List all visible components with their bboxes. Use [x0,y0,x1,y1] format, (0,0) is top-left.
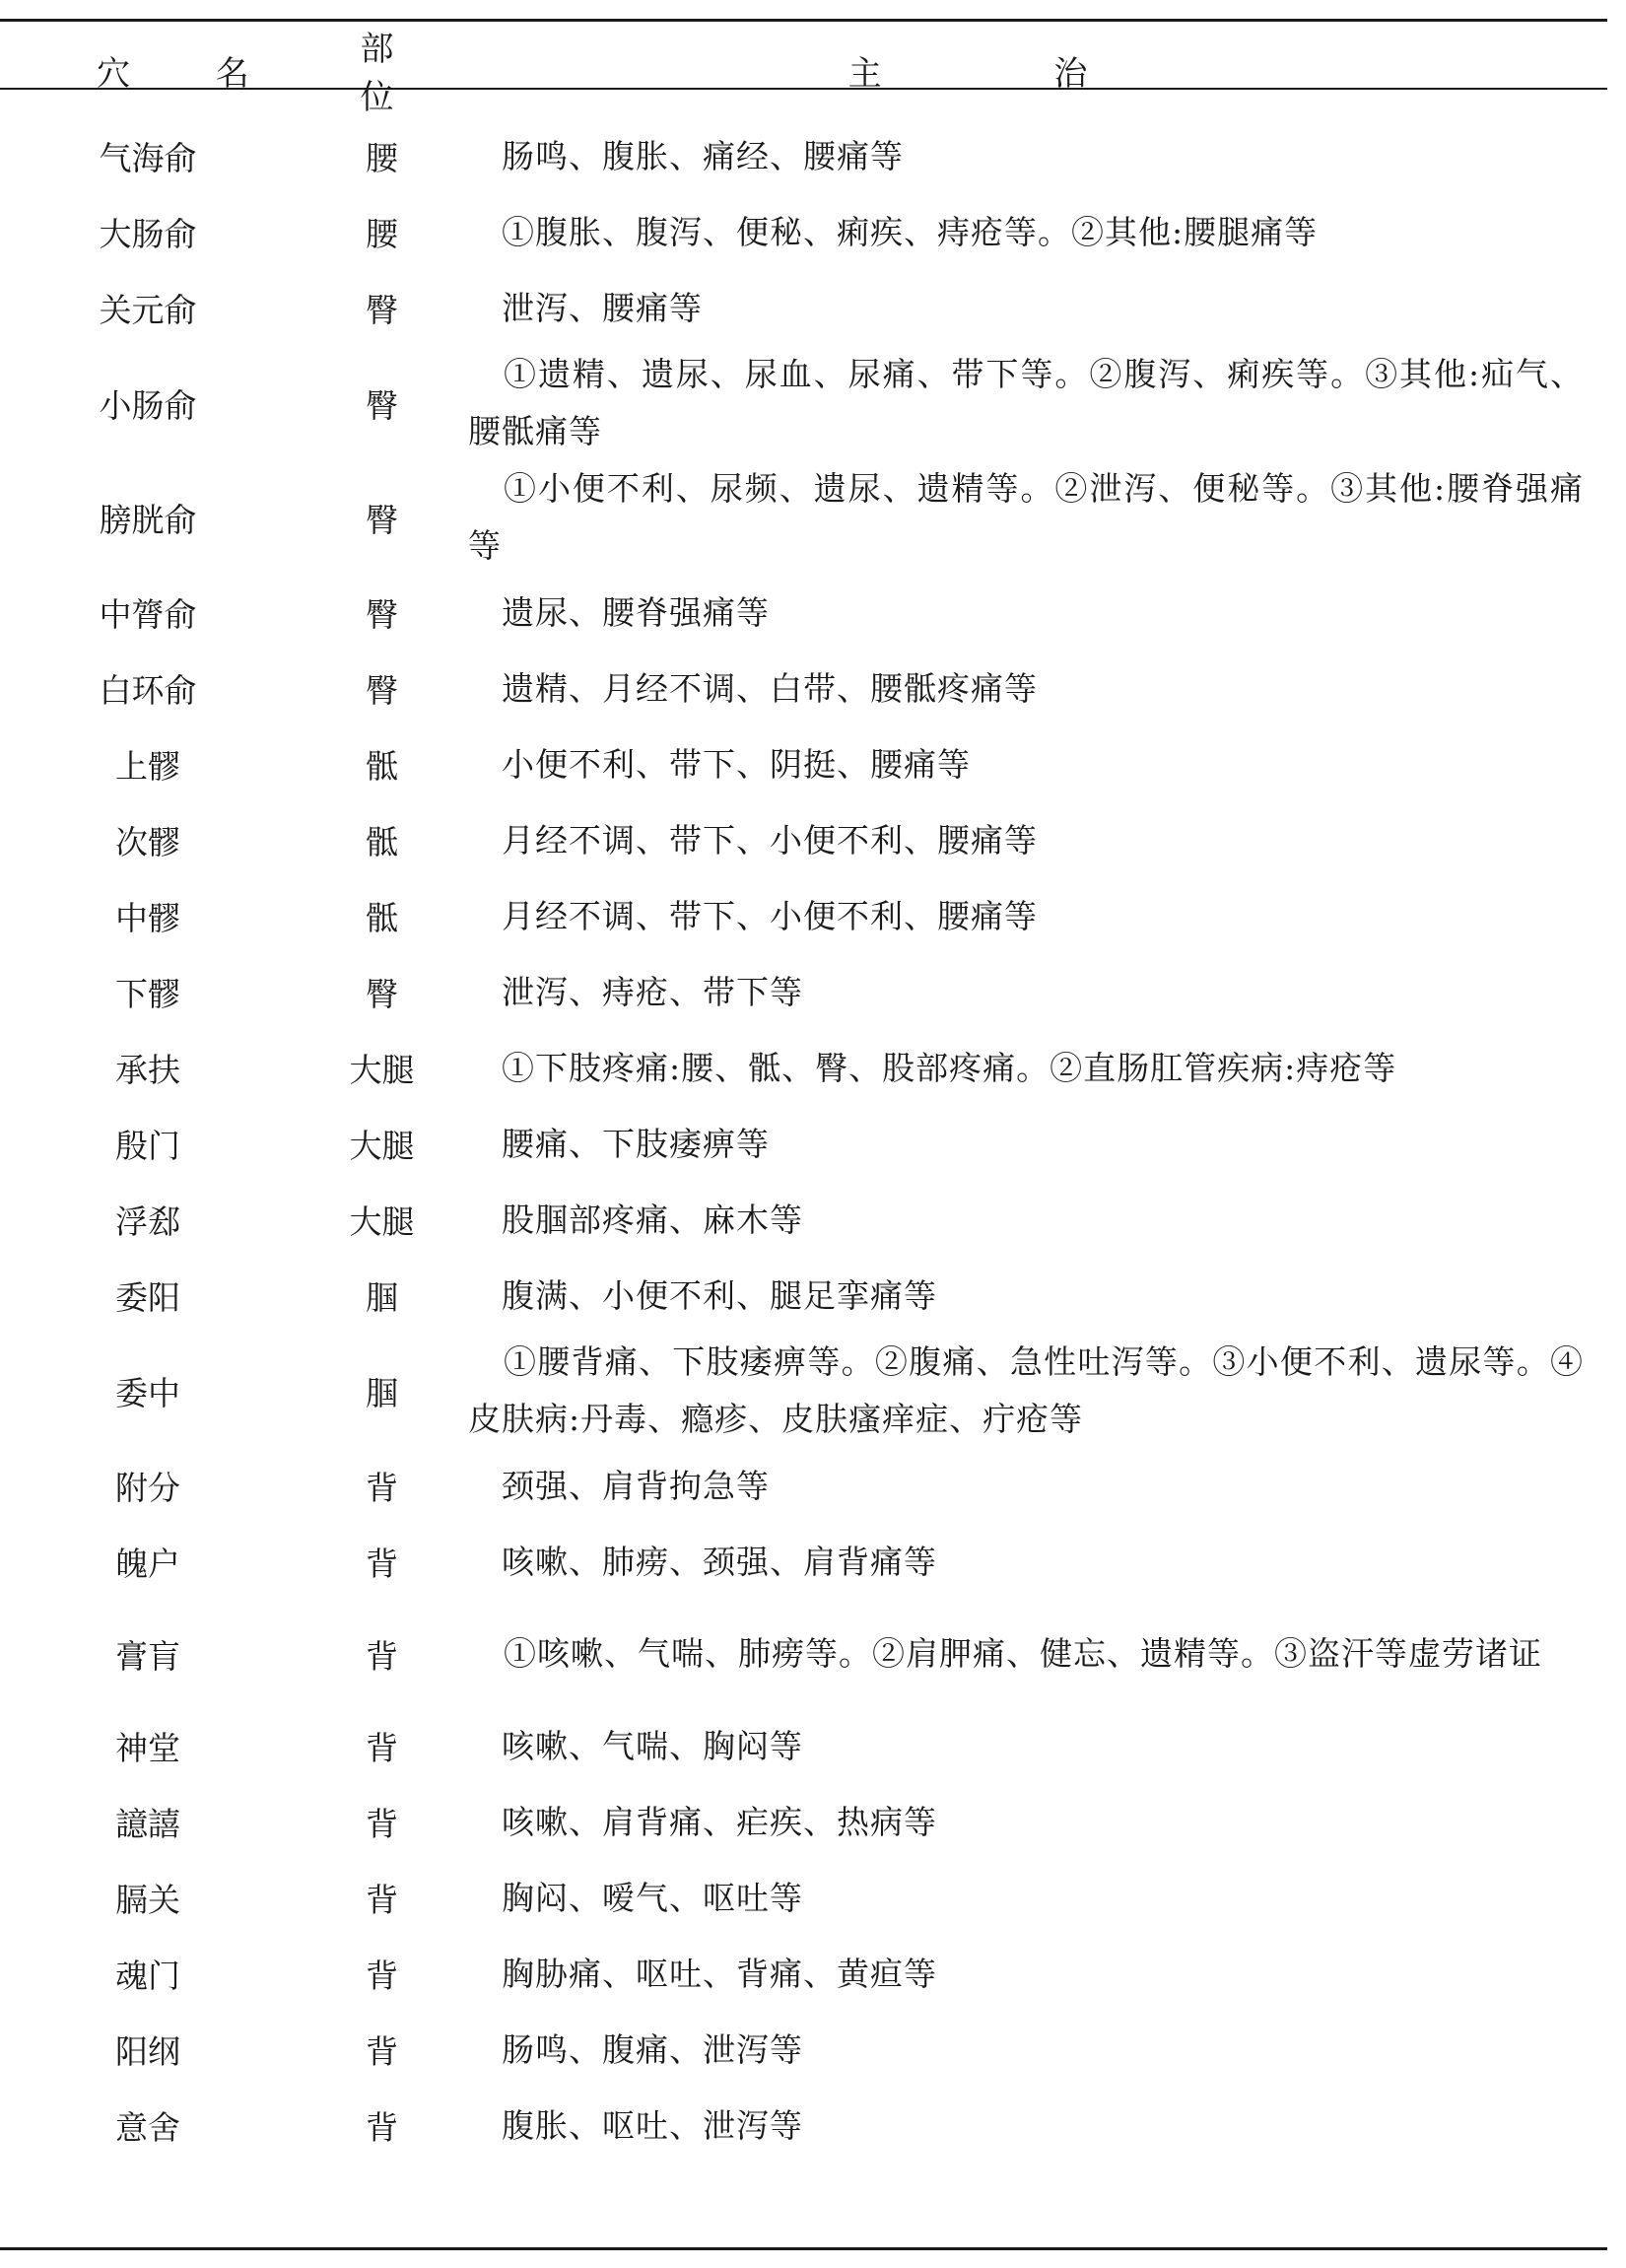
acupoint-treatment [468,575,1607,651]
table-row [0,575,1607,651]
acupoint-location: 臀 [366,500,398,539]
treatment-text: ①遗精、遗尿、尿血、尿痛、带下等。②腹泻、痢疾等。③其他:疝气、腰骶痛等 [468,355,1584,450]
acupoint-name: 委中 [115,1373,180,1412]
treatment-text: ①下肢疼痛:腰、骶、臀、股部疼痛。②直肠肛管疾病:痔疮等 [502,1048,1397,1087]
acupoint-treatment [468,118,1607,194]
acupoint-name: 中髎 [115,899,180,937]
treatment-text: 月经不调、带下、小便不利、腰痛等 [502,896,1038,935]
acupoint-location: 大腿 [349,1203,415,1241]
acupoint-name: 浮郄 [115,1203,180,1241]
table-row [0,118,1607,194]
acupoint-treatment [468,1030,1607,1106]
treatment-text: 颈强、肩背拘急等 [502,1466,770,1505]
header-location [296,22,468,118]
acupoint-treatment [468,651,1607,726]
acupoint-location: 背 [366,2108,398,2147]
acupoint-location: 臀 [366,291,398,329]
treatment-text: 泄泻、腰痛等 [502,288,703,327]
acupoint-treatment [468,1784,1607,1860]
header-treatment-label: 主 治 [847,53,1169,94]
header-acupoint-name [0,22,296,118]
acupoint-name: 膈关 [115,1881,180,1919]
acupoint-treatment [468,460,1607,575]
table-row [0,878,1607,954]
table-row [0,460,1607,575]
acupoint-table [0,22,1607,2164]
acupoint-location: 背 [366,1881,398,1919]
acupoint-location: 大腿 [349,1127,415,1165]
acupoint-treatment [468,270,1607,346]
treatment-text: 月经不调、带下、小便不利、腰痛等 [502,820,1038,859]
acupoint-treatment [468,1258,1607,1334]
acupoint-name: 气海俞 [99,139,197,177]
header-acupoint-name-label: 穴 名 [97,53,287,94]
acupoint-location: 腘 [366,1373,398,1412]
table-row [0,346,1607,460]
table-row [0,1030,1607,1106]
treatment-text: 泄泻、痔疮、带下等 [502,972,803,1011]
acupoint-location: 腰 [366,215,398,253]
acupoint-location: 背 [366,1545,398,1583]
treatment-text: 腹满、小便不利、腿足挛痛等 [502,1275,937,1315]
treatment-text: 腹胀、呕吐、泄泻等 [502,2105,803,2145]
acupoint-treatment [468,2088,1607,2164]
table-row [0,2088,1607,2164]
acupoint-treatment [468,194,1607,270]
acupoint-location: 背 [366,1805,398,1843]
acupoint-treatment [468,346,1607,460]
treatment-text: ①小便不利、尿频、遗尿、遗精等。②泄泻、便秘等。③其他:腰脊强痛等 [468,469,1584,565]
table-row [0,726,1607,802]
treatment-text: 胸胁痛、呕吐、背痛、黄疸等 [502,1954,937,1993]
table-row [0,1524,1607,1600]
acupoint-location: 背 [366,2032,398,2071]
acupoint-treatment [468,1106,1607,1182]
acupoint-location: 臀 [366,671,398,710]
acupoint-location: 骶 [366,899,398,937]
acupoint-treatment [468,878,1607,954]
table-row [0,1936,1607,2012]
table-row [0,1334,1607,1448]
acupoint-treatment [468,1860,1607,1936]
treatment-text: 肠鸣、腹痛、泄泻等 [502,2029,803,2069]
table-row [0,1258,1607,1334]
table-row [0,802,1607,878]
table-row [0,954,1607,1030]
treatment-text: 肠鸣、腹胀、痛经、腰痛等 [502,136,904,175]
treatment-text: 小便不利、带下、阴挺、腰痛等 [502,744,971,784]
treatment-text: 咳嗽、肺痨、颈强、肩背痛等 [502,1542,937,1581]
treatment-text: 咳嗽、肩背痛、疟疾、热病等 [502,1802,937,1841]
acupoint-name: 膀胱俞 [99,500,197,539]
acupoint-name: 魄户 [115,1545,180,1583]
acupoint-location: 腰 [366,139,398,177]
acupoint-location: 大腿 [349,1051,415,1089]
acupoint-treatment [468,1936,1607,2012]
table-row [0,194,1607,270]
treatment-text: 腰痛、下肢痿痹等 [502,1124,770,1163]
acupoint-location: 臀 [366,595,398,634]
treatment-text: ①腰背痛、下肢痿痹等。②腹痛、急性吐泻等。③小便不利、遗尿等。④皮肤病:丹毒、瘾疹、皮肤瘙痒症、疔疮等 [468,1342,1584,1438]
header-treatment [468,22,1607,118]
acupoint-name: 关元俞 [99,291,197,329]
acupoint-treatment [468,802,1607,878]
acupoint-name: 白环俞 [99,671,197,710]
acupoint-name: 譩譆 [115,1805,180,1843]
table-row [0,651,1607,726]
acupoint-location: 背 [366,1636,398,1676]
treatment-text: 遗尿、腰脊强痛等 [502,592,770,632]
acupoint-name: 下髎 [115,975,180,1013]
acupoint-name: 次髎 [115,823,180,861]
acupoint-name: 阳纲 [115,2032,180,2071]
header-row [0,22,1607,118]
acupoint-location: 骶 [366,823,398,861]
treatment-text: 股腘部疼痛、麻木等 [502,1200,803,1239]
table-row [0,1448,1607,1524]
treatment-text: 咳嗽、气喘、胸闷等 [502,1726,803,1765]
acupoint-name: 神堂 [115,1729,180,1767]
header-location-label: 部 位 [360,30,432,117]
acupoint-treatment [468,1524,1607,1600]
acupoint-location: 背 [366,1957,398,1995]
acupoint-name: 上髎 [115,747,180,786]
acupoint-location: 臀 [366,385,398,425]
acupoint-name: 小肠俞 [99,385,197,425]
acupoint-treatment [468,1448,1607,1524]
acupoint-location: 腘 [366,1278,398,1317]
acupoint-name: 大肠俞 [99,215,197,253]
acupoint-name: 中膂俞 [99,595,197,634]
acupoint-name: 膏肓 [115,1636,180,1676]
acupoint-treatment [468,1708,1607,1784]
treatment-text: ①咳嗽、气喘、肺痨等。②肩胛痛、健忘、遗精等。③盗汗等虚劳诸证 [504,1634,1542,1673]
acupoint-name: 魂门 [115,1957,180,1995]
table-row [0,1182,1607,1258]
acupoint-location: 背 [366,1729,398,1767]
treatment-text: ①腹胀、腹泻、便秘、痢疾、痔疮等。②其他:腰腿痛等 [502,212,1319,251]
table-row [0,270,1607,346]
acupoint-location: 骶 [366,747,398,786]
table-row [0,1860,1607,1936]
acupoint-name: 承扶 [115,1051,180,1089]
treatment-text: 遗精、月经不调、白带、腰骶疼痛等 [502,668,1038,708]
acupoint-treatment [468,2012,1607,2088]
acupoint-location: 背 [366,1469,398,1507]
acupoint-name: 附分 [115,1469,180,1507]
acupoint-treatment [468,1600,1607,1708]
table-header [0,22,1607,118]
acupoint-location: 臀 [366,975,398,1013]
acupoint-name: 意舍 [115,2108,180,2147]
table-row [0,1708,1607,1784]
treatment-text: 胸闷、嗳气、呕吐等 [502,1878,803,1917]
table-row [0,1600,1607,1708]
acupoint-name: 殷门 [115,1127,180,1165]
acupoint-treatment [468,954,1607,1030]
table-row [0,2012,1607,2088]
table-body [0,118,1607,2164]
table-bottom-rule [0,2247,1607,2250]
acupoint-treatment [468,726,1607,802]
table-row [0,1106,1607,1182]
table-row [0,1784,1607,1860]
acupoint-treatment [468,1334,1607,1448]
acupoint-treatment [468,1182,1607,1258]
acupoint-name: 委阳 [115,1278,180,1317]
